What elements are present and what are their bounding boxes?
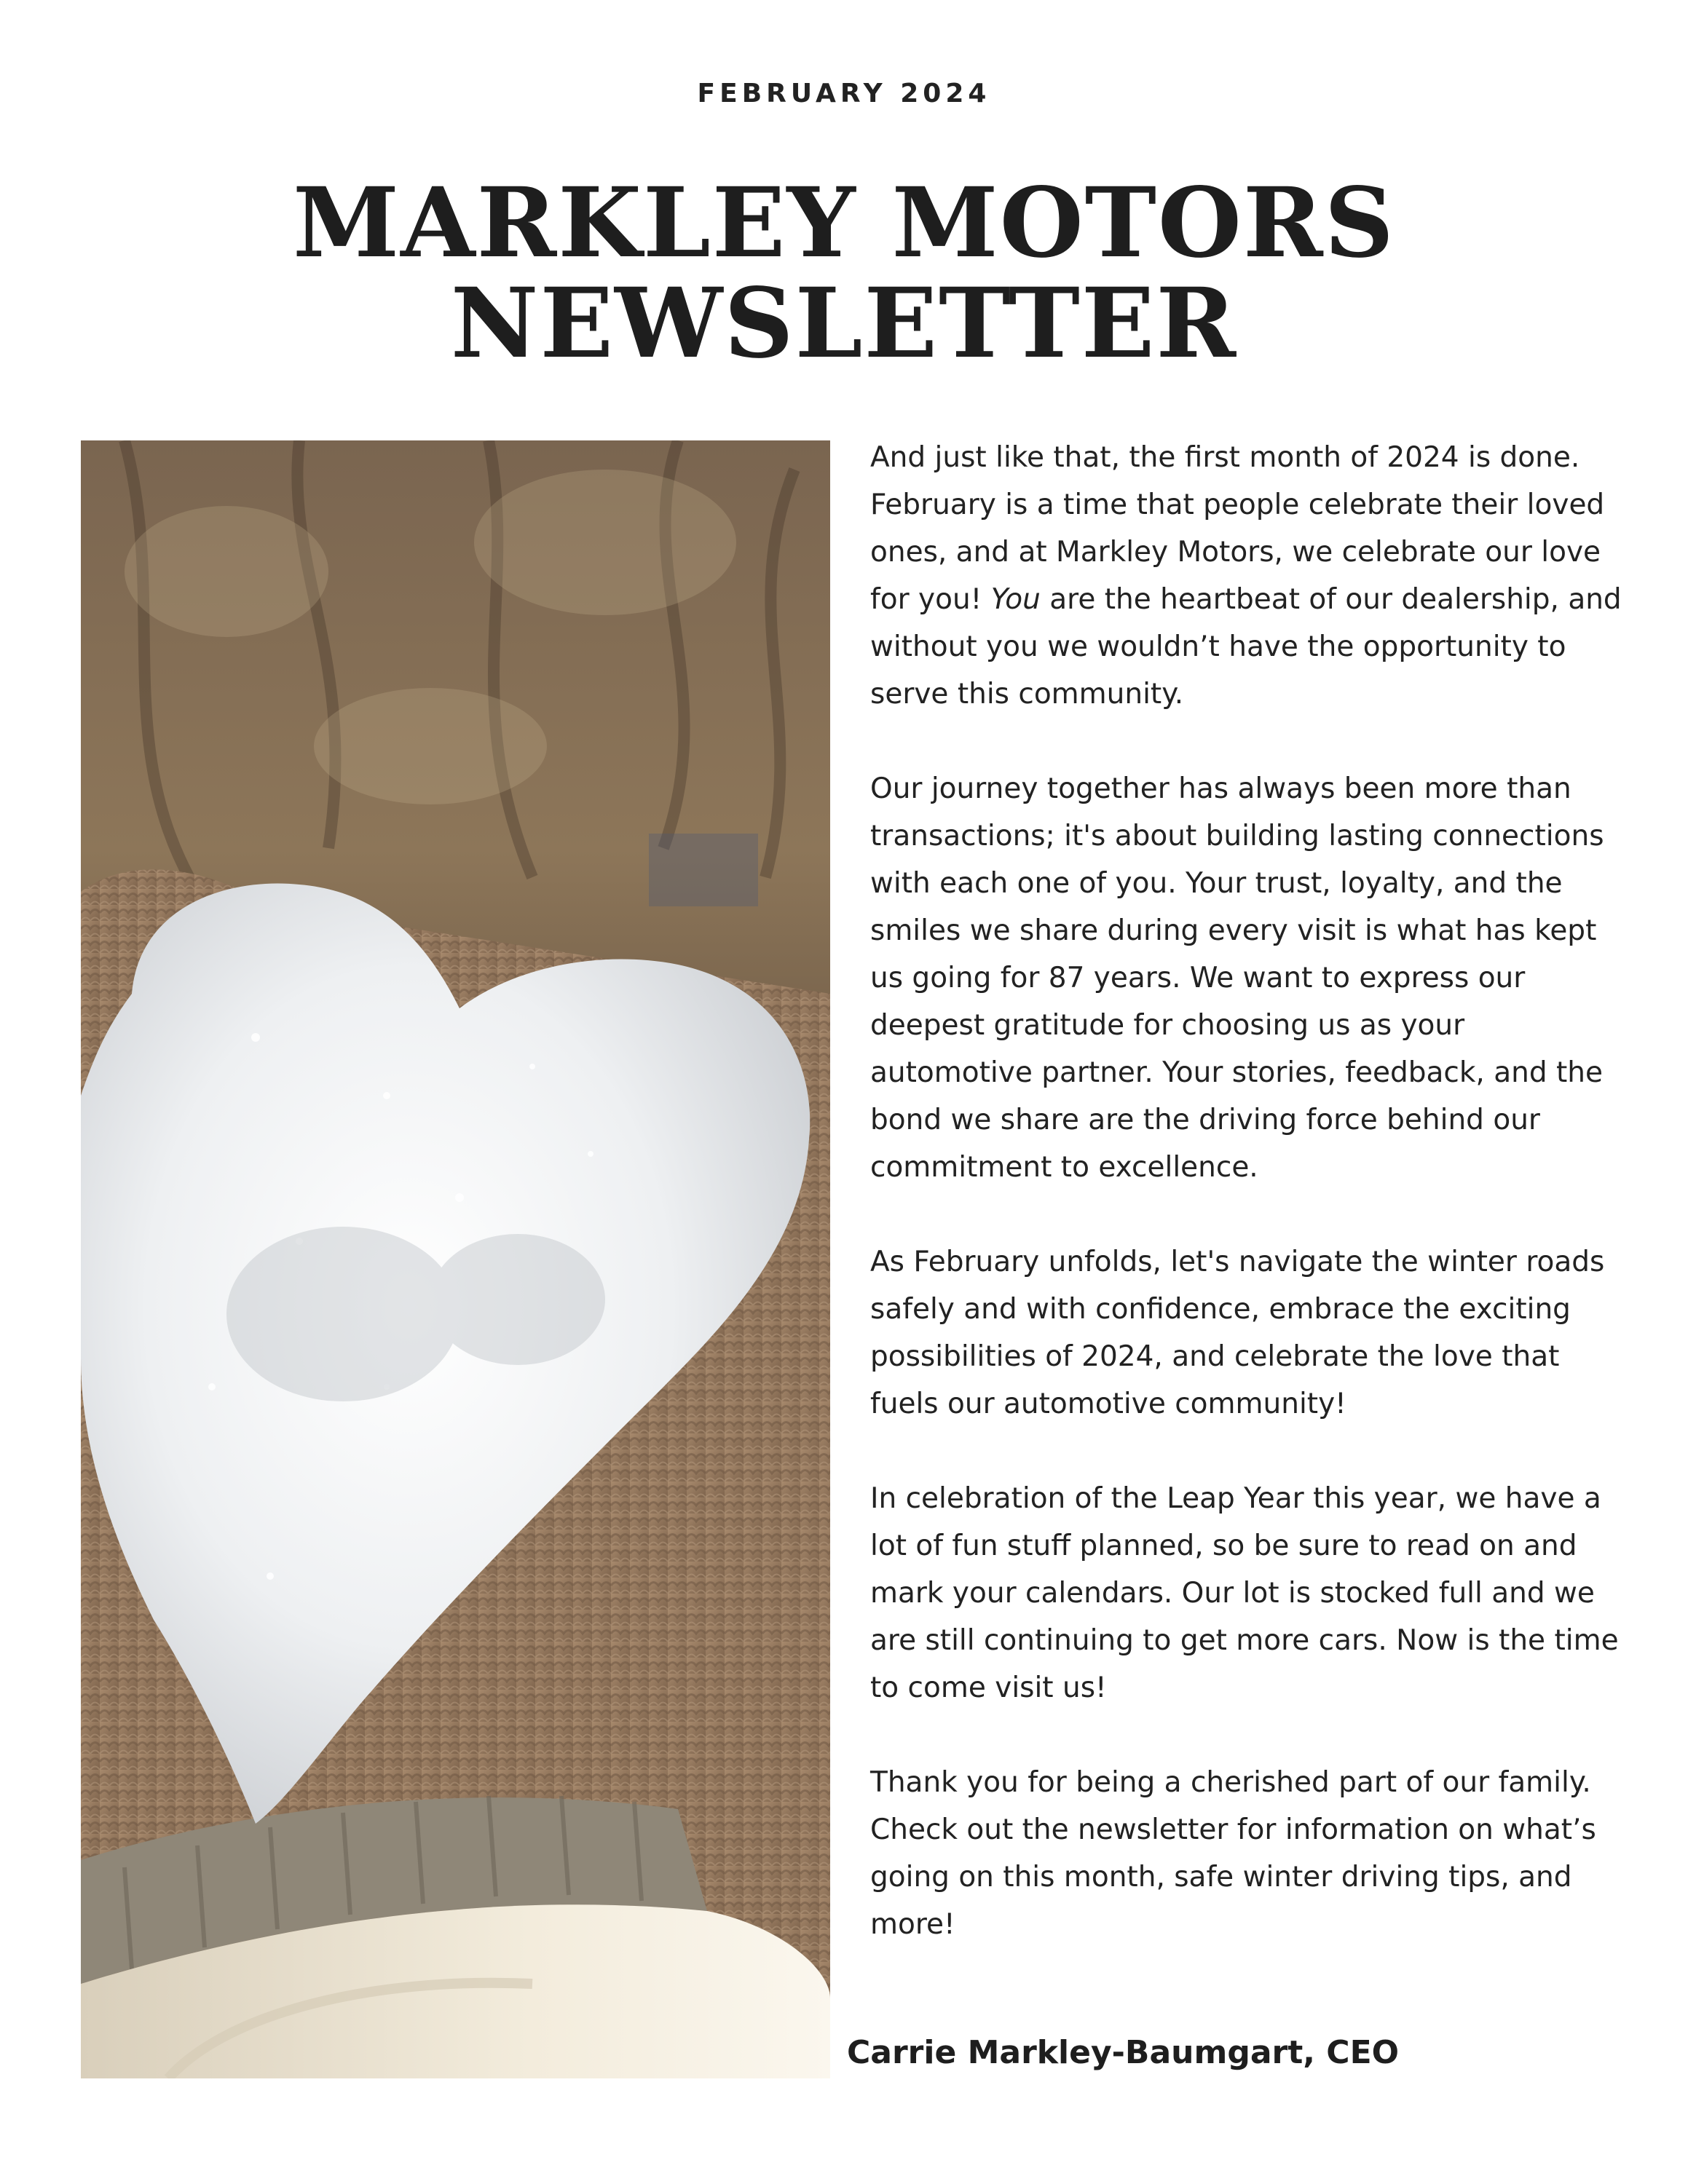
welcome-letter xyxy=(870,434,1628,1948)
letter-paragraph-1-text-end: are the heartbeat of our dealership, and without you we wouldn’t have the opportunity to serve this community. xyxy=(870,583,1622,711)
letter-paragraph-1-text: And just like that, the first month of 2024 is done. February is a time that people celebrate their loved ones, and at Markley Motors, we celebrate our love for you! xyxy=(870,441,1605,616)
letter-paragraph-2: Our journey together has always been more than transactions; it's about building lasting connections with each one of you. Your trust, loyalty, and the smiles we share during every visit is what has kept us going for 87 years. We want to express our deepest gratitude for choosing us as your automotive partner. Your stories, feedback, and the bond we share are the driving force behind our commitment to excellence. xyxy=(870,772,1604,1184)
snow-heart-photo xyxy=(81,440,830,2078)
letter-paragraph-3: As February unfolds, let's navigate the winter roads safely and with confidence, embrace the exciting possibilities of 2024, and celebrate the love that fuels our automotive community! xyxy=(870,1246,1605,1420)
newsletter-title xyxy=(0,167,1688,380)
snow-heart-in-mittens-icon xyxy=(81,440,830,2078)
newsletter-title-line-2: NEWSLETTER xyxy=(450,267,1238,380)
ceo-signature: Carrie Markley-Baumgart, CEO xyxy=(847,2034,1400,2071)
letter-paragraph-1 xyxy=(870,434,1628,718)
newsletter-title-line-1: MARKLEY MOTORS xyxy=(293,167,1395,280)
letter-paragraph-5: Thank you for being a cherished part of our family. Check out the newsletter for information on what’s going on this month, safe winter driving tips, and more! xyxy=(870,1766,1596,1941)
letter-paragraph-4: In celebration of the Leap Year this year, we have a lot of fun stuff planned, so be sure to read on and mark your calendars. Our lot is stocked full and we are still continuing to get more cars. Now is the time to come visit us! xyxy=(870,1482,1619,1704)
letter-emphasis-you: You xyxy=(990,583,1041,616)
issue-date: FEBRUARY 2024 xyxy=(697,79,991,108)
